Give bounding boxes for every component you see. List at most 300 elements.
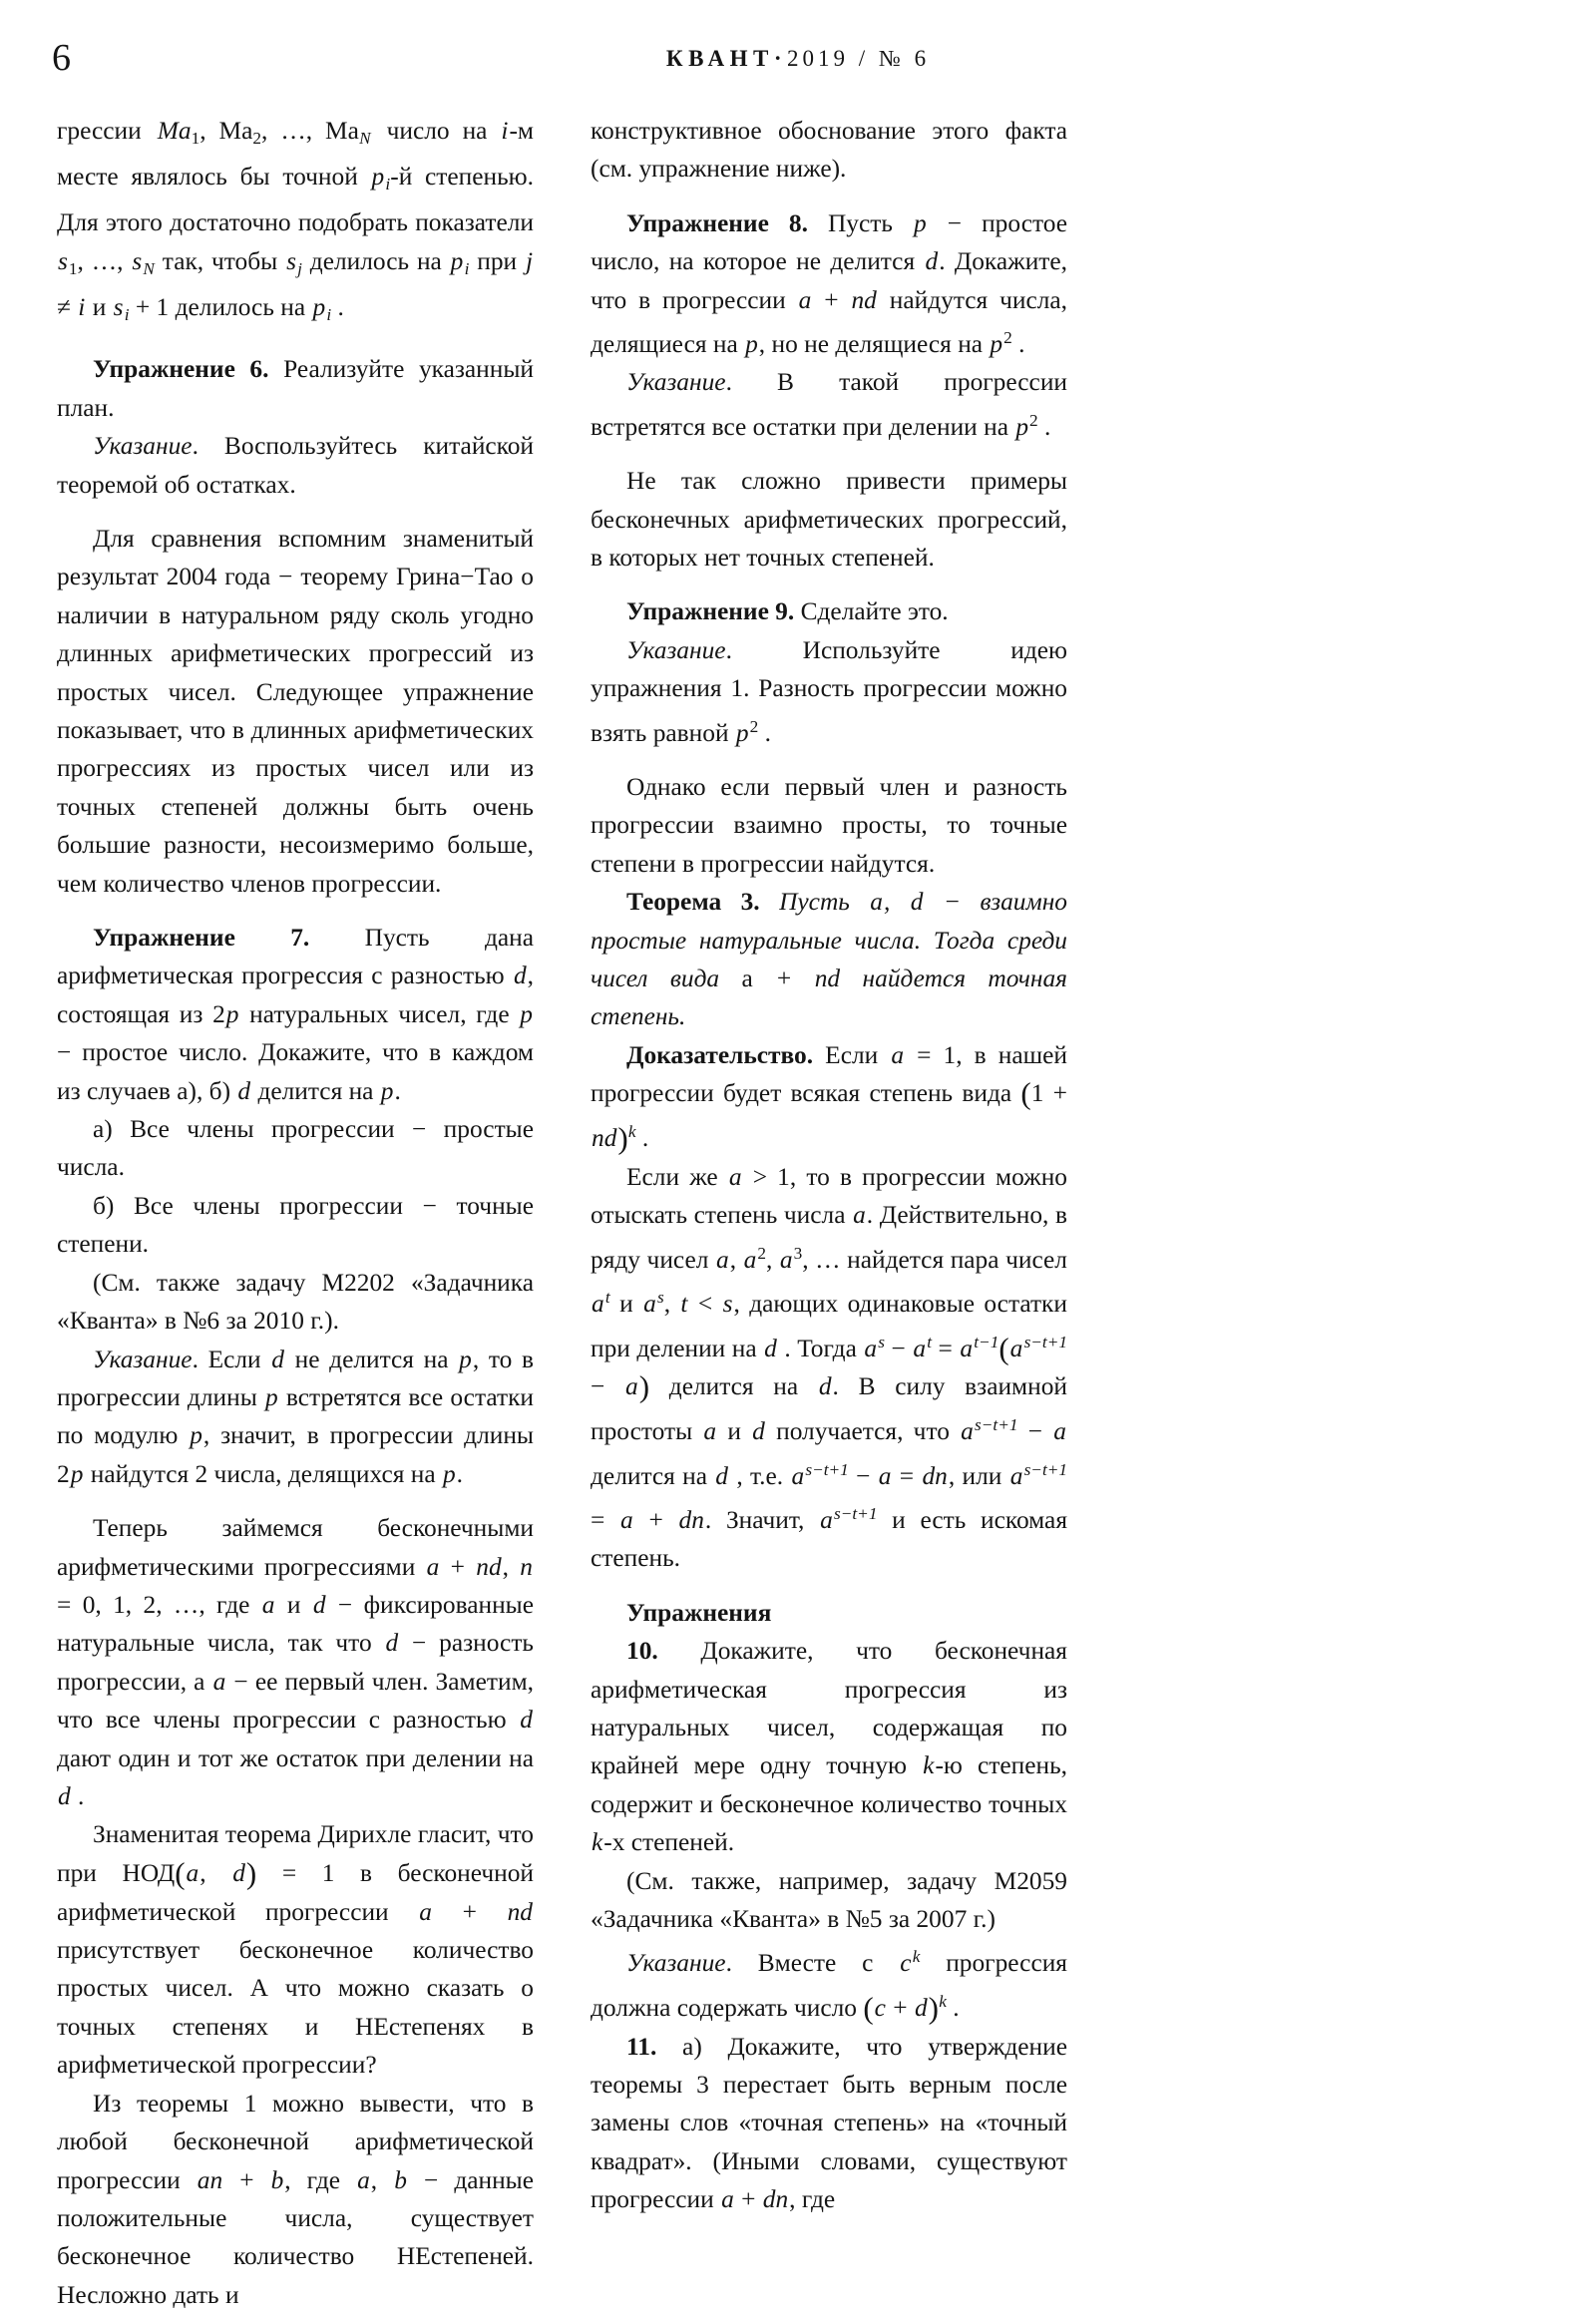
math-a-proof: a [891, 1040, 905, 1069]
case-a-text-b: простые числа. [57, 1115, 534, 1182]
math-eq-sup-s: s [878, 1332, 885, 1351]
math-eq-2: = [892, 1461, 922, 1490]
hint7-text-c: , то в прогрессии длины [57, 1345, 534, 1411]
math-p-hint9: p [735, 718, 749, 747]
hint7-text-g: . [456, 1459, 464, 1488]
math-minus-2: − [591, 1372, 625, 1401]
paragraph-infinite-progressions [57, 1509, 534, 1815]
case-a-dash: − [412, 1115, 427, 1144]
math-plus-ex11: + [734, 2185, 762, 2214]
p4-text-a: Знаменитая теорема Дирихле гласит, что при [57, 1820, 534, 1887]
ex8-dash: − [927, 208, 983, 237]
math-a-p4: a [186, 1858, 200, 1887]
math-j: j [525, 246, 534, 275]
hint9-text-b: . [758, 718, 771, 747]
p4r-text-j: делится на [591, 1461, 715, 1490]
exercise-10-reference: (См. также, например, задачу М2059 «Задачника «Кванта» в №5 за 2007 г.) [591, 1866, 1067, 1934]
p3-text-a: Теперь займемся бесконечными арифметическими прогрессиями [57, 1514, 534, 1581]
text-tao-rest: Тао о наличии в натуральном ряду сколь угодно длинных арифметических прогрессий из простых чисел. Следующее упражнение показывает, что в длинных арифметических прогрессиях из простых чисел или из точных степеней должны быть очень большие разности, несоизмеримо больше, чем количество членов прогрессии. [57, 563, 534, 898]
math-2: 2 [212, 999, 225, 1028]
math-nd-thm3: nd [814, 964, 841, 993]
paren-open-p4: ( [175, 1855, 186, 1891]
hint9-text-a: . Используйте идею упражнения 1. Разность прогрессии можно взять равной [591, 635, 1067, 747]
paragraph-progression-continued [57, 112, 534, 334]
exercise-7-reference: (См. также задачу М2202 «Задачника «Кванта» в №6 за 2010 г.). [57, 1268, 534, 1336]
p3-eq: = 0, 1, 2, …, где [57, 1590, 261, 1619]
p4r-text-f: . Тогда [777, 1334, 864, 1362]
math-a-p4rh: a [1053, 1417, 1066, 1446]
hint7-text-f: найдутся 2 числа, делящихся на [84, 1459, 442, 1488]
theorem-3 [591, 883, 1067, 1036]
text-meste: -м месте являлось бы точной [57, 117, 534, 192]
math-sup-s: s [656, 1288, 664, 1308]
hint-label-9: Указание [626, 635, 726, 664]
exercise-7-label: Упражнение 7. [93, 924, 310, 953]
math-sj: s [286, 246, 296, 275]
text-chislo-na: число на [373, 117, 501, 145]
p4r-dots: , … [802, 1245, 841, 1274]
ex8-text-a: Пусть [807, 208, 913, 237]
p3-comma: , [502, 1552, 520, 1581]
math-d-p4rd: d [715, 1461, 728, 1490]
math-sup-k-hint10b: k [939, 1991, 947, 2011]
math-k-ex10: k [923, 1751, 935, 1780]
p5-text-c: данные положительные числа, существует бесконечное количество НЕстепеней. Несложно дать и [57, 2165, 535, 2309]
math-sub-i3: i [124, 304, 130, 324]
hint10-text-c: . [946, 1993, 960, 2022]
math-c-hint10: c [900, 1949, 912, 1978]
math-a-p4rk: a [1009, 1461, 1023, 1490]
proof-text-c: . [635, 1124, 649, 1153]
ex10-text-c: -х степеней. [603, 1828, 735, 1857]
math-plus-hint10: + [886, 1993, 914, 2022]
math-p-hint8: p [1015, 412, 1029, 441]
p3-text-d: ее первый член. Заметим, что все члены прогрессии с разностью [57, 1667, 534, 1735]
p4-text-b: в бесконечной арифметической прогрессии [57, 1858, 534, 1926]
paragraph-constructive: конструктивное обоснование этого факта (см. упражнение ниже). [591, 117, 1067, 184]
math-sub-2: 2 [252, 128, 262, 148]
paragraph-green-tao [57, 520, 534, 903]
text-run-on: грессии [57, 117, 155, 145]
math-plus-p3: + [440, 1552, 476, 1581]
p4r-gt: > 1 [742, 1162, 790, 1191]
text-delitsya-na: делится на [251, 1076, 380, 1105]
proof-text-b: , в нашей прогрессии будет всякая степень вида [591, 1040, 1067, 1108]
exercise-8 [591, 204, 1067, 364]
math-d: d [513, 962, 527, 990]
math-eq-a2: a [960, 1334, 974, 1362]
hint10-text-a: . Вместе с [725, 1949, 900, 1978]
ex8-text-c: . Докажите, что в прогрессии [591, 247, 1067, 314]
math-p2: p [450, 246, 464, 275]
math-equals: = [932, 1334, 960, 1362]
p4r-text-l: , или [948, 1461, 1009, 1490]
math-plus-ex8: + [812, 285, 851, 314]
exercise-9 [591, 592, 1067, 630]
math-sup-k-hint10: k [912, 1947, 921, 1967]
proof-continued [591, 1158, 1067, 1578]
math-d-p4: d [232, 1858, 245, 1887]
math-sub-i4: i [326, 304, 332, 324]
math-2-hint7: 2 [57, 1459, 70, 1488]
thm3-text-b: взаимно простые натуральные числа. Тогда среди чисел вида [591, 888, 1067, 993]
p3-text-e: дают один и тот же остаток при делении на [57, 1743, 534, 1772]
math-sup-2-hint8: 2 [1029, 410, 1038, 430]
paren-close-p4: ) [245, 1855, 257, 1891]
ex8-text-b: простое число, на которое не делится [591, 208, 1067, 276]
hint-body: . Воспользуйтесь китайской теоремой об остатках. [57, 432, 534, 499]
thm3-text-c: найдется точная степень. [591, 964, 1067, 1031]
math-a-thm3: a [870, 888, 883, 917]
math-a-p3c: a [212, 1667, 226, 1696]
ex10-text-a: Докажите, что бесконечная арифметическая прогрессия из натуральных чисел, содержащая по крайней мере одну точную [591, 1637, 1067, 1780]
two-column-body [0, 112, 1596, 2309]
paragraph-coprime-intro: Однако если первый член и разность прогрессии взаимно просты, то точные степени в прогрессии найдутся. [591, 773, 1067, 878]
math-sub-i: i [385, 175, 391, 194]
dash-1: − [278, 563, 293, 591]
math-a-p4r: a [728, 1162, 742, 1191]
p4r-comma2: , [765, 1245, 779, 1274]
ex9-text: Сделайте это. [794, 597, 949, 626]
exercise-6-body: Реализуйте указанный план. [57, 355, 534, 422]
math-eq-sup-s-t-1: s−t+1 [1023, 1332, 1068, 1351]
math-d-p4rc: d [752, 1417, 765, 1446]
math-sup-st1b: s−t+1 [805, 1459, 849, 1479]
exercise-7-case-a [57, 1110, 534, 1187]
exercise-7 [57, 919, 534, 1110]
case-b-text-b: точные степени. [57, 1191, 534, 1259]
math-a-p4rf: a [703, 1417, 717, 1446]
p4r-text-n: и есть искомая степень. [591, 1505, 1068, 1573]
math-nd-p4: nd [507, 1897, 533, 1926]
p3-text-c: разность прогрессии, а [57, 1629, 534, 1696]
proof-label: Доказательство. [626, 1040, 814, 1069]
math-a-p4ri: a [791, 1461, 805, 1490]
p4r-text-b: , то в прогрессии можно отыскать степень числа [591, 1162, 1067, 1230]
p3-dash3: − [226, 1667, 255, 1696]
exercise-7-hint [57, 1341, 534, 1494]
dash-2: − [460, 563, 475, 591]
hint-label: Указание [93, 432, 193, 461]
math-d-p3b: d [385, 1629, 399, 1658]
math-dn: dn [922, 1461, 948, 1490]
p3-text-f: . [71, 1781, 85, 1810]
math-d-ex8: d [925, 247, 939, 276]
text-pri: при [469, 246, 525, 275]
math-p-hint7c: p [190, 1421, 202, 1450]
math-sup-2-hint9: 2 [749, 716, 759, 736]
math-nod: НОД [122, 1858, 176, 1887]
math-sub-N: N [359, 128, 371, 148]
math-sup-k-proof: k [627, 1122, 636, 1142]
math-sup-2-ex8: 2 [1003, 328, 1012, 348]
p4r-text-a: Если же [626, 1162, 728, 1191]
math-k-ex10b: k [592, 1828, 603, 1857]
thm3-comma: , [883, 888, 910, 917]
hint7-text-d: встретятся все остатки по модулю [57, 1382, 534, 1450]
proof-one-plus: 1 + [1030, 1079, 1067, 1108]
math-sub-i2: i [464, 258, 470, 278]
math-a-p4b: a [419, 1897, 432, 1926]
math-sup-st1d: s−t+1 [834, 1504, 878, 1523]
math-a-p4rb: a [853, 1201, 866, 1230]
math-i2: i [78, 293, 86, 322]
math-b-p5: b [270, 2165, 284, 2194]
exercise-7-case-b [57, 1187, 534, 1264]
text-prostoe-chislo: простое число. Докажите, что в каждом из случаев а), б) [57, 1038, 534, 1105]
p4r-text-k: , т.е. [729, 1461, 791, 1490]
math-dots-MaN: , …, Ma [261, 117, 359, 145]
text-pust-dana: Пусть дана арифметическая прогрессия с разностью [57, 924, 534, 990]
math-not-equal: ≠ [57, 293, 78, 322]
paragraph-dirichlet [57, 1815, 534, 2084]
math-plus-p5: + [223, 2165, 270, 2194]
ex10-text-b: -ю степень, содержит и бесконечное количество точных [591, 1751, 1068, 1818]
math-d-hint7: d [271, 1345, 284, 1373]
text-delilos-na: делилось на [301, 246, 450, 275]
math-eq-sup-t-minus-1: t−1 [974, 1332, 999, 1351]
math-a-p4rd: a [743, 1245, 757, 1274]
math-plus-p4: + [433, 1897, 507, 1926]
math-eq-3: = [591, 1505, 620, 1534]
math-a-s: a [643, 1290, 656, 1319]
ex11-text-b: , где [789, 2185, 836, 2214]
hint8-text-b: . [1037, 412, 1051, 441]
math-minus-3: − [1017, 1417, 1053, 1446]
case-b-dash: − [422, 1191, 437, 1220]
p3-and: и [275, 1590, 312, 1619]
exercise-11-label: 11. [626, 2032, 657, 2061]
math-a-t: a [592, 1290, 604, 1319]
dash-ex7: − [57, 1038, 83, 1067]
text-i: и [86, 293, 113, 322]
text-delilos-na2: делилось на [169, 293, 312, 322]
math-eq-sup-t: t [927, 1332, 933, 1351]
math-dn-2: dn [678, 1505, 704, 1534]
math-d-hint10: d [914, 1993, 928, 2022]
math-sup-t: t [604, 1288, 610, 1308]
math-a-ex11: a [721, 2185, 734, 2214]
exercise-10-label: 10. [626, 1637, 658, 1666]
math-a-p3b: a [261, 1590, 275, 1619]
exercise-6 [57, 350, 534, 427]
math-sup-3-p4r: 3 [793, 1243, 803, 1263]
thm3-text-a: Пусть [759, 888, 870, 917]
exercise-8-hint [591, 363, 1067, 446]
math-Ma1: Ma [157, 117, 192, 145]
exercise-11 [591, 2028, 1067, 2219]
math-eq-a-t: a [913, 1334, 927, 1362]
exercises-heading [591, 1594, 1067, 1632]
p3-text-b: фиксированные натуральные числа, так что [57, 1590, 534, 1658]
math-comma-Ma2: , Ma [200, 117, 253, 145]
text-period: . [331, 293, 344, 322]
proof-text-a: Если [813, 1040, 891, 1069]
math-s: s [58, 246, 68, 275]
math-d-ex7: d [237, 1076, 251, 1105]
math-a-p4rl: a [620, 1505, 633, 1534]
left-column [57, 112, 534, 2314]
hint10-paren-close: ) [928, 1990, 939, 2026]
math-d-p3: d [312, 1590, 326, 1619]
hint7-text-a: . Если [192, 1345, 271, 1373]
proof-paragraph [591, 1036, 1067, 1158]
math-a-p4rc: a [716, 1245, 729, 1274]
math-nd-p3: nd [476, 1552, 502, 1581]
ex11-text-a: а) Докажите, что утверждение теоремы 3 перестает быть верным после замены слов «точная степень» на «точный квадрат». (Иными словами, существуют прогрессии [591, 2032, 1067, 2214]
math-an-p5: an [197, 2165, 223, 2194]
math-p-hint7: p [459, 1345, 472, 1373]
hint7-text-e: , значит, в прогрессии длины [202, 1421, 534, 1450]
math-a-p4rj: a [878, 1461, 892, 1490]
math-eq-a-s: a [864, 1334, 878, 1362]
math-si: s [113, 293, 124, 322]
proof-eq: = 1 [905, 1040, 957, 1069]
page-number: 6 [52, 37, 71, 79]
page-header [0, 36, 1596, 82]
math-a-ex8: a [798, 285, 812, 314]
p4r-and2: и [717, 1417, 752, 1446]
exercise-10-hint [591, 1938, 1067, 2027]
hint8-text-a: . В такой прогрессии встретятся все остатки при делении на [591, 368, 1067, 441]
math-sN: s [132, 246, 143, 275]
math-d-thm3: d [910, 888, 924, 917]
p3-dash: − [326, 1590, 364, 1619]
math-plus-one: + 1 [129, 293, 170, 322]
p4r-text-i: получается, что [765, 1417, 961, 1446]
p5-dash: − [407, 2165, 455, 2194]
exercise-8-label: Упражнение 8. [626, 208, 808, 237]
theorem-3-label: Теорема 3. [626, 888, 760, 917]
paragraph-no-exact-powers: Не так сложно привести примеры бесконечных арифметических прогрессий, в которых нет точных степеней. [591, 467, 1067, 572]
math-i: i [501, 117, 509, 145]
header-separator: · [773, 46, 787, 71]
ex8-text-e: , но не делящиеся на [758, 330, 990, 358]
math-sub-N2: N [143, 258, 155, 278]
p4r-text-m: . Значит, [704, 1505, 820, 1534]
math-d-p4rb: d [818, 1372, 832, 1401]
proof-paren-close: ) [617, 1120, 628, 1156]
math-a-p4rm: a [820, 1505, 833, 1534]
journal-name: КВАНТ [665, 46, 774, 71]
math-n-p3: n [520, 1552, 533, 1581]
exercise-9-label: Упражнение 9. [626, 597, 795, 626]
exercise-10 [591, 1632, 1067, 1861]
p4r-text-g: делится на [649, 1372, 818, 1401]
math-paren-close-2: ) [638, 1368, 650, 1404]
right-column [591, 112, 1067, 2219]
exercise-9-hint [591, 631, 1067, 752]
math-s: s [722, 1290, 733, 1319]
math-a-p5: a [357, 2165, 370, 2194]
text-dlya-sravneniya: Для сравнения вспомним знаменитый результат 2004 года [57, 524, 534, 591]
math-plus-2: + [633, 1505, 678, 1534]
text-tak-chtoby: так, чтобы [154, 246, 286, 275]
math-d-p3c: d [520, 1706, 533, 1735]
math-d-p4r: d [764, 1334, 777, 1362]
math-plus-thm3: + [752, 964, 815, 993]
text-dots: , …, [77, 246, 132, 275]
math-minus-4: − [848, 1461, 878, 1490]
exercise-6-hint [57, 427, 534, 504]
math-dn-ex11: dn [762, 2185, 789, 2214]
case-b-text: б) Все члены прогрессии [93, 1191, 423, 1220]
p4-eq: = 1 [256, 1858, 335, 1887]
math-sub-1: 1 [191, 128, 200, 148]
text-dot-ex7: . [394, 1076, 401, 1105]
math-p-ex7c: p [380, 1076, 394, 1105]
math-p-ex7: p [225, 999, 239, 1028]
math-p-ex8: p [913, 208, 927, 237]
text-dlya-etogo: -й степенью. Для этого достаточно подобрать показатели [57, 163, 534, 237]
math-p-ex7b: p [520, 999, 533, 1028]
hint-label-8: Указание [626, 368, 726, 397]
p4r-comma3: , [663, 1290, 680, 1319]
math-b-p5b: b [394, 2165, 407, 2194]
running-head [0, 44, 1596, 74]
math-p-ex8c: p [990, 330, 1003, 358]
p3-dash2: − [399, 1629, 440, 1658]
p4r-text-e: , дающих одинаковые остатки при делении на [591, 1290, 1067, 1362]
math-p-hint7d: p [70, 1459, 84, 1488]
math-sub-j: j [297, 258, 302, 278]
p4r-text-c: . Действительно, в ряду чисел [591, 1201, 1068, 1274]
math-sub-1b: 1 [68, 258, 78, 278]
case-a-text: а) Все члены прогрессии [93, 1115, 412, 1144]
p5-text-b: , где [284, 2165, 357, 2194]
text-teoremu-grina: теорему Грина [292, 563, 461, 591]
ex8-text-f: . [1011, 330, 1025, 358]
exercise-6-label: Упражнение 6. [93, 355, 269, 384]
p4r-text-d: найдется пара чисел [840, 1245, 1067, 1274]
math-p-hint7e: p [442, 1459, 456, 1488]
math-paren-open-2: ( [998, 1330, 1009, 1365]
p4-text-c: присутствует бесконечное количество простых чисел. А что можно сказать о точных степенях и НЕстепенях в арифметической прогрессии? [57, 1936, 534, 2080]
math-sup-st1c: s−t+1 [1023, 1459, 1068, 1479]
hint-label-10: Указание [626, 1949, 726, 1978]
issue-label: 2019 / № 6 [787, 46, 931, 71]
math-t: t [680, 1290, 688, 1319]
p4-comma: , [200, 1858, 232, 1887]
p4r-text-h: . В силу взаимной простоты [591, 1372, 1067, 1446]
math-eq-a4: a [625, 1372, 638, 1401]
ex8-text-d: найдутся числа, делящиеся на [591, 285, 1068, 358]
math-c-hint10b: c [874, 1993, 886, 2022]
math-a-p4rg: a [961, 1417, 974, 1446]
math-nd-ex8: nd [851, 285, 877, 314]
p5-text-a: Из теоремы 1 можно вывести, что в любой бесконечной арифметической прогрессии [57, 2089, 534, 2194]
math-p: p [371, 163, 385, 192]
math-a-p3: a [426, 1552, 440, 1581]
hint10-text-b: прогрессия должна содержать число [591, 1949, 1067, 2022]
math-minus-1: − [884, 1334, 913, 1362]
hint7-text-b: не делится на [284, 1345, 459, 1373]
math-a-p4re: a [779, 1245, 793, 1274]
hint-label-7: Указание [93, 1345, 193, 1373]
math-sup-2-p4r: 2 [757, 1243, 766, 1263]
proof-paren-open: ( [1020, 1075, 1031, 1111]
thm3-dash: − [924, 888, 981, 917]
math-p-ex8b: p [745, 330, 758, 358]
math-eq-a3: a [1009, 1334, 1023, 1362]
text-sostoyashchaya: , состоящая из [57, 962, 534, 1028]
exercises-heading-label: Упражнения [626, 1598, 772, 1627]
text-naturalnyh: натуральных чисел, где [239, 999, 520, 1028]
paragraph-theorem1-consequence [57, 2085, 534, 2314]
math-p3: p [312, 293, 326, 322]
math-a-thm3b: a [741, 964, 753, 993]
p5-comma: , [370, 2165, 394, 2194]
